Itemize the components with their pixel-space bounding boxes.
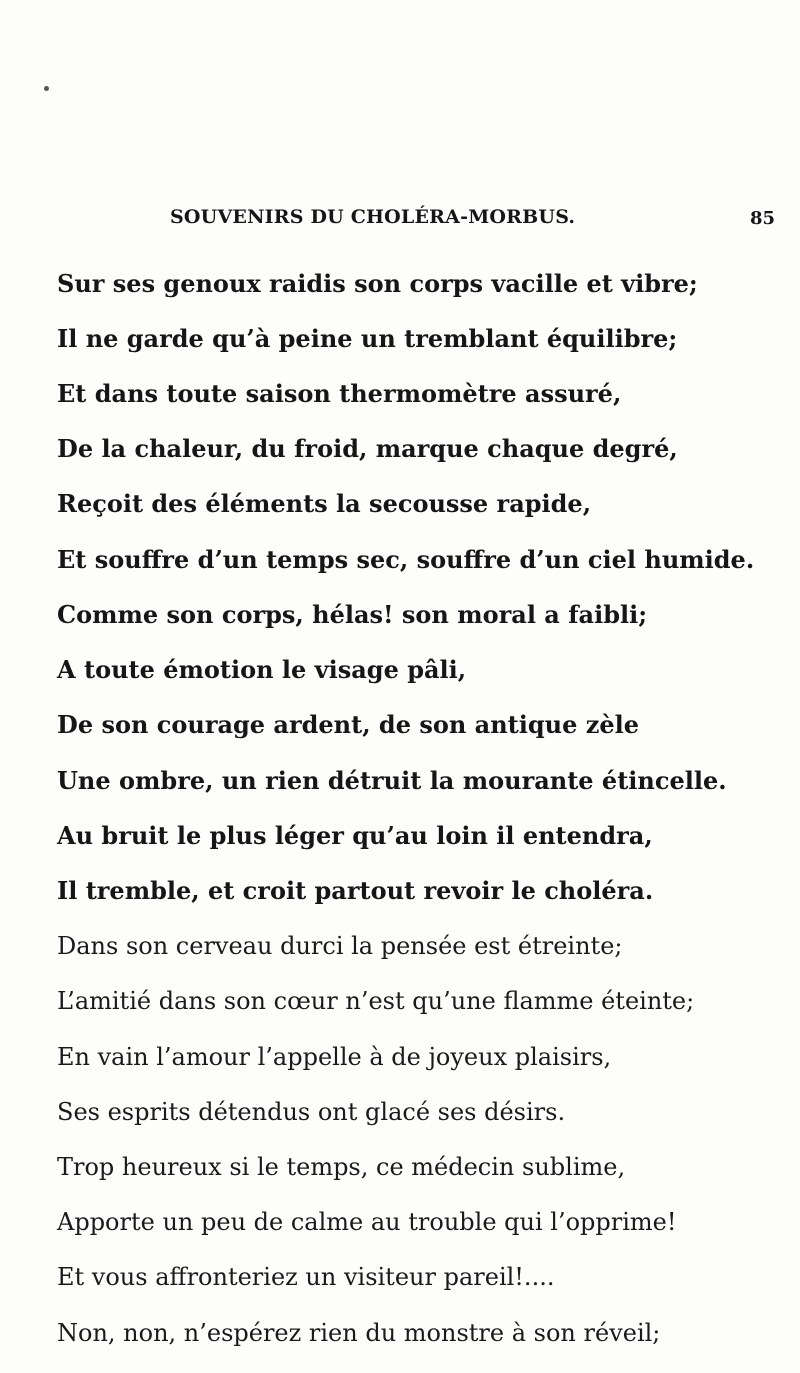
verse-line: Et dans toute saison thermomètre assuré, — [57, 379, 622, 408]
verse-line: A toute émotion le visage pâli, — [57, 655, 467, 684]
verse-line: Il ne garde qu’à peine un tremblant équilibre; — [57, 324, 678, 353]
verse-line: Non, non, n’espérez rien du monstre à son réveil; — [57, 1319, 661, 1347]
verse-line: Comme son corps, hélas! son moral a faibli; — [57, 600, 648, 629]
page-header — [0, 206, 800, 236]
verse-line: Il tremble, et croit partout revoir le choléra. — [57, 876, 654, 905]
verse-line: Apporte un peu de calme au trouble qui l’opprime! — [57, 1208, 677, 1236]
ink-speck — [44, 86, 49, 91]
verse-line: De son courage ardent, de son antique zèle — [57, 710, 639, 739]
running-title: SOUVENIRS DU CHOLÉRA-MORBUS. — [170, 206, 576, 228]
verse-line: Une ombre, un rien détruit la mourante étincelle. — [57, 766, 727, 795]
verse-line: Et souffre d’un temps sec, souffre d’un ciel humide. — [57, 545, 755, 574]
verse-line: Sur ses genoux raidis son corps vacille et vibre; — [57, 269, 698, 298]
verse-line: Au bruit le plus léger qu’au loin il entendra, — [57, 821, 653, 850]
verse-line: L’amitié dans son cœur n’est qu’une flamme éteinte; — [57, 987, 695, 1015]
verse-line: Reçoit des éléments la secousse rapide, — [57, 489, 592, 518]
verse-line: Dans son cerveau durci la pensée est étreinte; — [57, 932, 623, 960]
verse-line: De la chaleur, du froid, marque chaque degré, — [57, 434, 678, 463]
page-number: 85 — [750, 208, 776, 229]
verse-line: Ses esprits détendus ont glacé ses désirs. — [57, 1098, 566, 1126]
verse-line: En vain l’amour l’appelle à de joyeux plaisirs, — [57, 1043, 612, 1071]
verse-line: Et vous affronteriez un visiteur pareil!.... — [57, 1263, 555, 1291]
verse-line: Trop heureux si le temps, ce médecin sublime, — [57, 1153, 626, 1181]
